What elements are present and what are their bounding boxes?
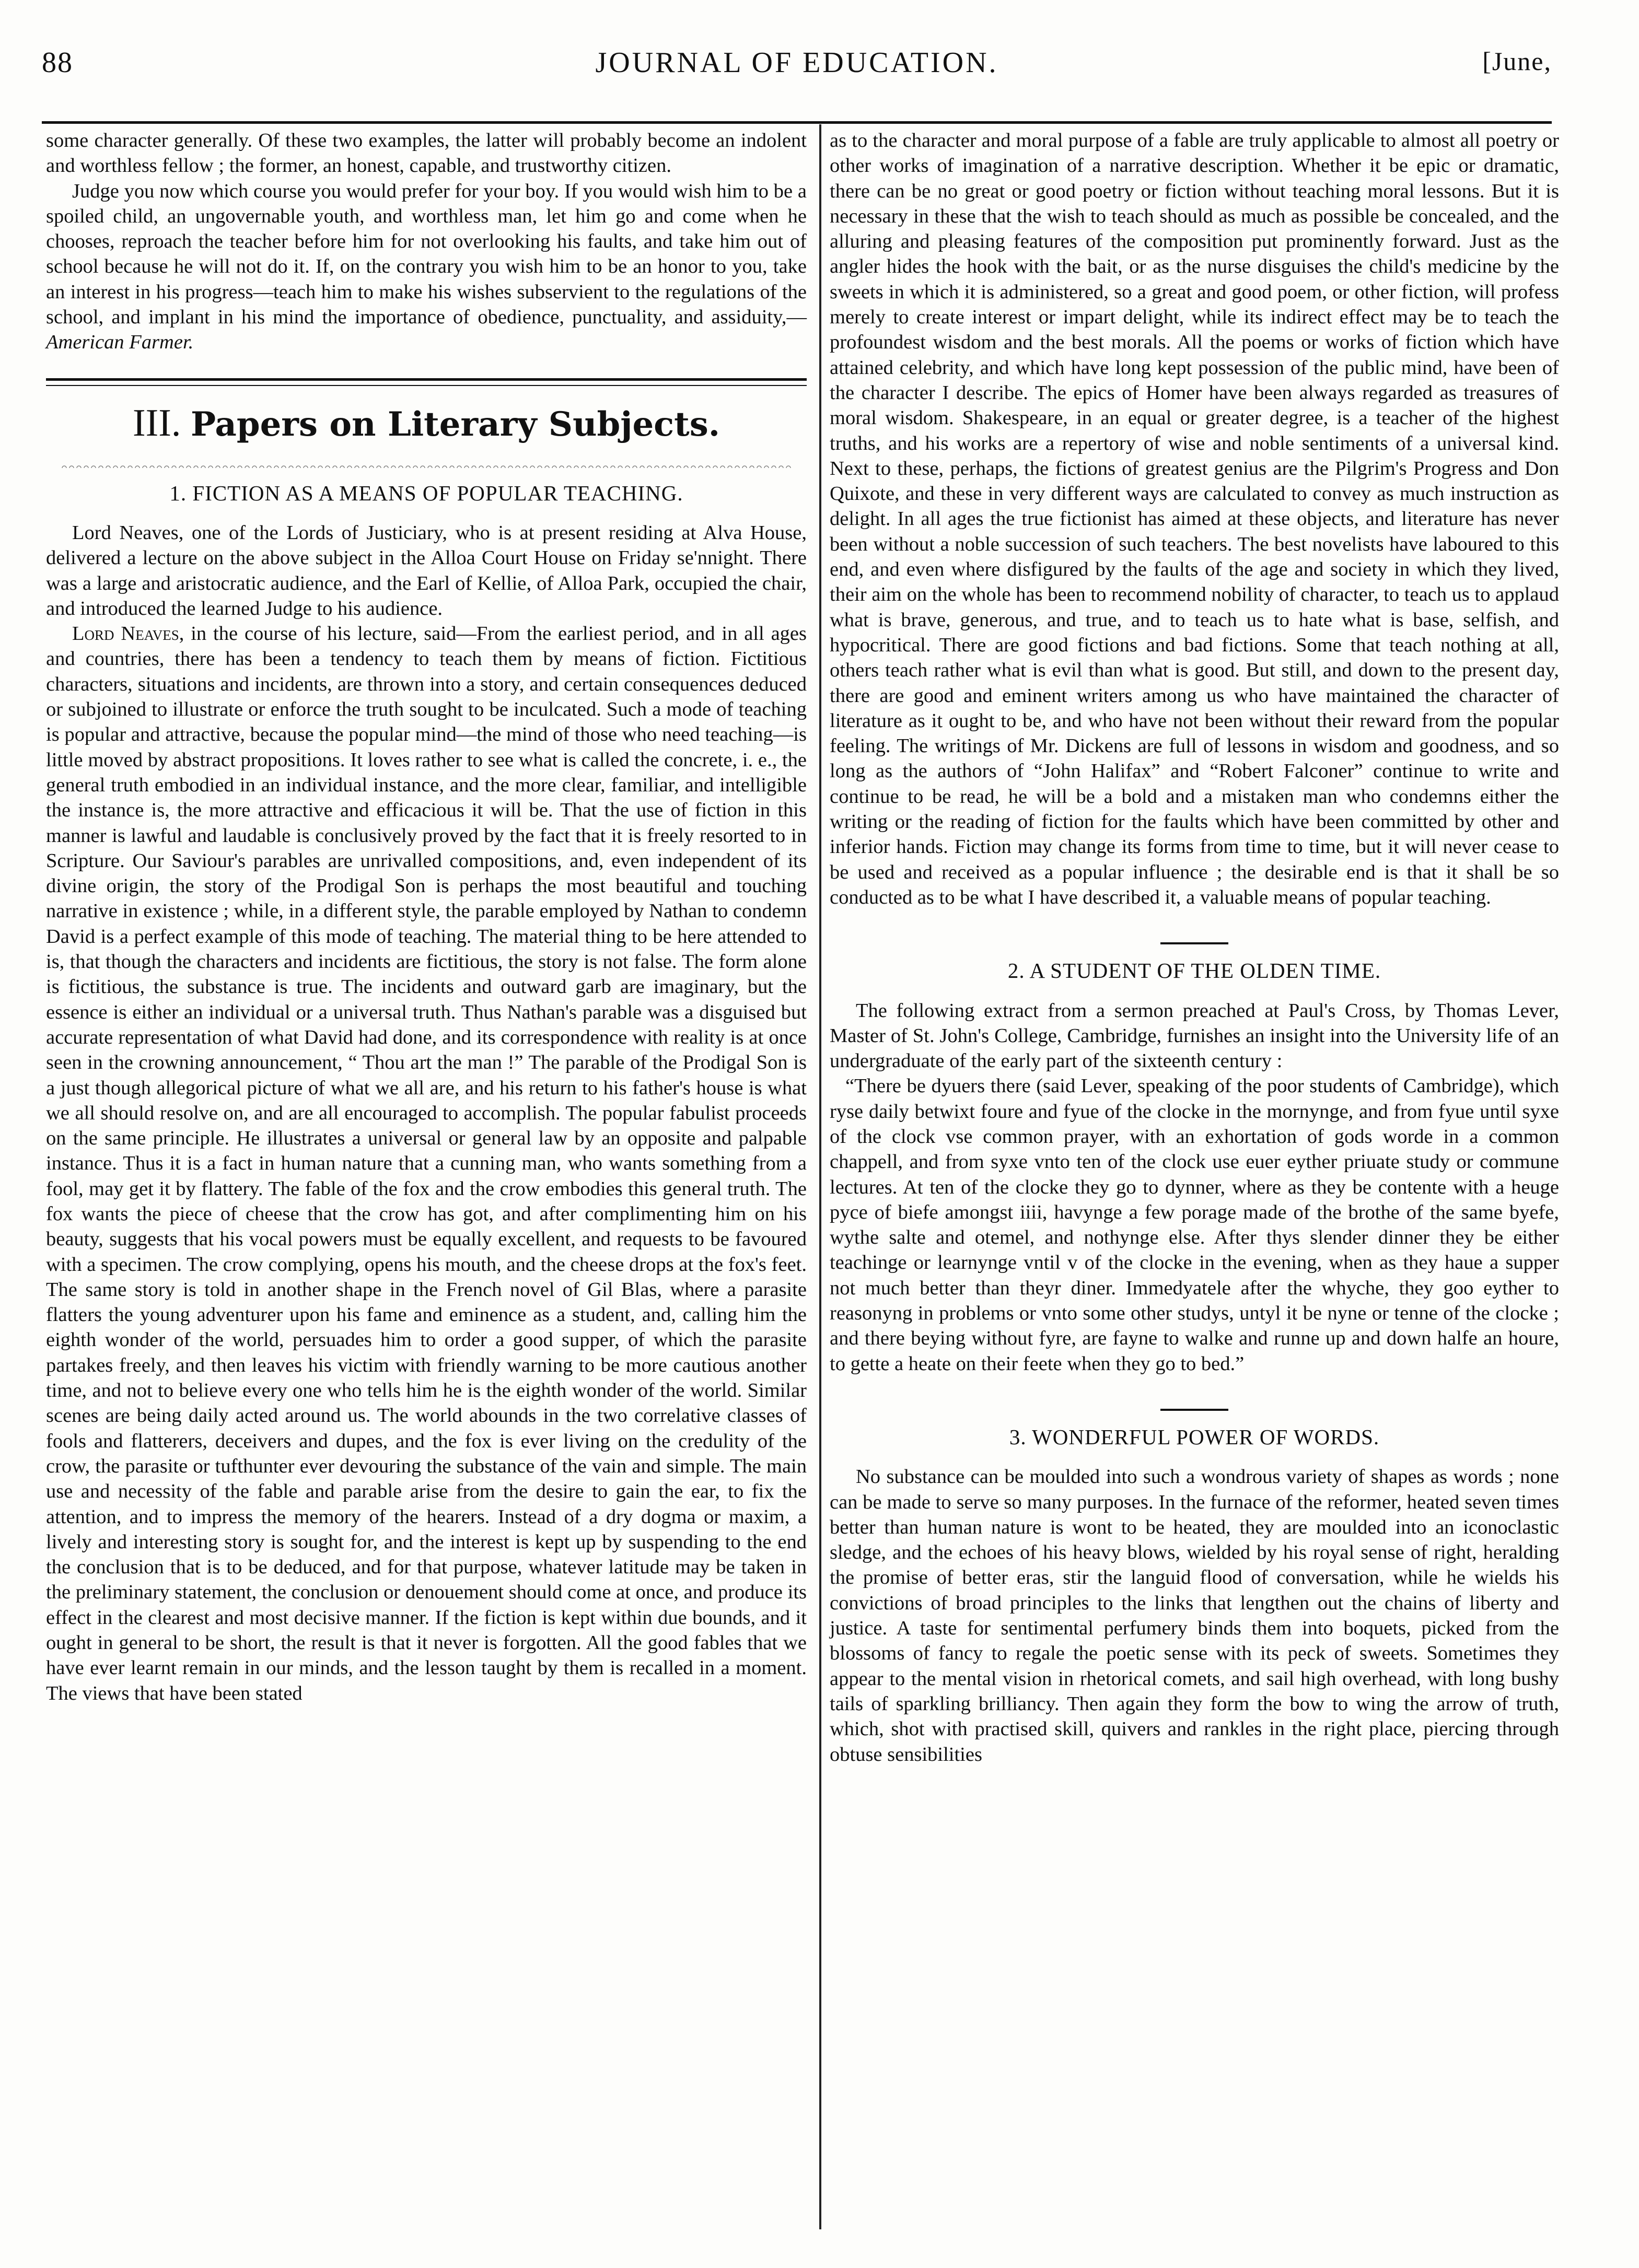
column-divider: [819, 124, 821, 2229]
intro-paragraph: [46, 179, 807, 355]
ornamental-rule: [61, 464, 792, 468]
section-rule: [1160, 942, 1228, 944]
page-number: 88: [42, 46, 73, 79]
section-paragraph: No substance can be moulded into such a wondrous variety of shapes as words ; none can be made to serve so many purposes. In the furnace of the reformer, heated seven times better than human nature is wont to be heated, they are moulded into an iconoclastic sledge, and the echoes of his heavy blows, wielded by his royal sense of right, heralding the promise of better eras, stir the languid flood of conversation, while he wields his convictions of broad principles to the links that lengthen out the chains of liberty and justice. A taste for sentimental perfumery binds them into boquets, picked from the blossoms of fancy to regale the poetic sense with its peck of sweets. Sometimes they appear to the mental vision in rhetorical comets, and sail high overhead, with long bushy tails of sparkling brilliancy. Then again they form the bow to wing the arrow of truth, which, shot with practised skill, quivers and rankles in the right place, piercing through obtuse sensibilities: [830, 1466, 1559, 1766]
section-paragraph: [46, 621, 807, 1706]
quoted-extract: “There be dyuers there (said Lever, speaking of the poor students of Cambridge), which ryse daily betwixt foure and fyue of the clocke in the mornynge, and from fyue until syxe of the clock vse common prayer, with an exhortation of gods worde in a common chappell, and from syxe vnto ten of the clock use euer eyther priuate study or commune lectures. At ten of the clocke they go to dynner, where as they be contente with a heuge pyce of biefe amongst iiii, havynge a few porage made of the brothe of the same byefe, wythe salte and otemel, and nothynge else. After thys slender dinner they be either teachinge or learnynge vntil v of the clocke in the evening, when as they haue a supper not much better than theyr diner. Immedyatele after the whyche, they goo eyther to reasonyng in problems or vnto some other studys, untyl it be nyne or tenne of the clocke ; and there beying without fyre, are fayne to walke and runne up and down halfe an houre, to gette a heate on their feete when they go to bed.”: [830, 1075, 1559, 1375]
header-rule: [42, 121, 1552, 124]
part-heading-block: [46, 378, 807, 468]
section-title: 2. A STUDENT OF THE OLDEN TIME.: [1007, 958, 1381, 983]
section-title: 1. FICTION AS A MEANS OF POPULAR TEACHING.: [169, 481, 683, 505]
left-column: [46, 128, 807, 1706]
part-title: Papers on Literary Subjects.: [190, 404, 720, 444]
running-header: [42, 46, 1552, 88]
part-heading: [46, 394, 807, 453]
speaker-name: Lord Neaves,: [72, 623, 184, 645]
right-column: [830, 128, 1559, 1767]
intro-source: American Farmer.: [46, 331, 194, 354]
section-paragraph: Lord Neaves, one of the Lords of Justiciary, who is at present residing at Alva House, delivered a lecture on the above subject in the Alloa Court House on Friday se'nnight. There was a large and aristocratic audience, and the Earl of Kellie, of Alloa Park, occupied the chair, and introduced the learned Judge to his audience.: [46, 521, 807, 619]
part-rule: [46, 385, 807, 386]
continued-paragraph: as to the character and moral purpose of a fable are truly applicable to almost all poetry or other works of imagination of a narrative description. Whether it be epic or dramatic, there can be no great or good poetry or fiction without teaching moral lessons. But it is necessary in these that the wish to teach should as much as possible be concealed, and the alluring and pleasing features of the composition put prominently forward. Just as the angler hides the hook with the bait, or as the nurse disguises the child's medicine by the sweets in which it is administered, so a great and good poem, or other fiction, will profess merely to create interest or impart delight, while its indirect effect may be to teach the profoundest wisdom and the best morals. All the poems or works of fiction which have attained celebrity, and which have long kept possession of the public mind, have been of the character I describe. The epics of Homer have been always regarded as treasures of moral wisdom. Shakespeare, in an equal or greater degree, is a teacher of the highest truths, and his works are a repertory of wise and noble sentiments of a universal kind. Next to these, perhaps, the fictions of greatest genius are the Pilgrim's Progress and Don Quixote, and these in very different ways are calculated to convey as much instruction as delight. In all ages the true fictionist has aimed at these objects, and literature has never been without a noble succession of such teachers. The best novelists have laboured to this end, and even where disfigured by the faults of the age and society in which they lived, their aim on the whole has been to recommend nobility of character, to teach us to applaud what is brave, generous, and true, and to teach us to hate what is base, selfish, and hypocritical. There are good fictions and bad fictions. Some that teach nothing at all, others teach rather what is evil than what is good. But still, and down to the present day, there are good and eminent writers among us who have maintained the character of literature as it ought to be, and who have not been without their reward from the popular feeling. The writings of Mr. Dickens are full of lessons in wisdom and goodness, and so long as the authors of “John Halifax” and “Robert Falconer” continue to write and continue to be read, he will be a bold and a mistaken man who condemns either the writing or the reading of fiction for the faults which have been committed by other and inferior hands. Fiction may change its forms from time to time, but it will never cease to be used and received as a popular influence ; the desirable end is that it shall be so conducted as to be what I have described it, a valuable means of popular teaching.: [830, 130, 1559, 908]
part-rule: [46, 378, 807, 381]
section-paragraph: The following extract from a sermon preached at Paul's Cross, by Thomas Lever, Master of St. John's College, Cambridge, furnishes an insight into the University life of an undergraduate of the early part of the sixteenth century :: [830, 999, 1559, 1072]
intro-text: Judge you now which course you would prefer for your boy. If you would wish him to be a spoiled child, an ungovernable youth, and worthless man, let him go and come when he chooses, reproach the teacher before him for not overlooking his faults, and take him out of school because he will not do it. If, on the contrary you wish him to be an honor to you, take an interest in his progress—teach him to make his wishes subservient to the regulations of the school, and implant in his mind the importance of obedience, punctuality, and assiduity,—: [46, 180, 807, 329]
section-rule: [1160, 1409, 1228, 1411]
paragraph-text: in the course of his lecture, said—From the earliest period, and in all ages and countries, there has been a tendency to teach them by means of fiction. Fictitious characters, situations and incidents, are thrown into a story, and certain consequences deduced or subjoined to illustrate or enforce the truth sought to be inculcated. Such a mode of teaching is popular and attractive, because the popular mind—the mind of those who need teaching—is little moved by abstract propositions. It loves rather to see what is called the concrete, i. e., the general truth embodied in an individual instance, and the more clear, familiar, and intelligible the instance is, the more attractive and efficacious it will be. That the use of fiction in this manner is lawful and laudable is conclusively proved by the fact that it is freely resorted to in Scripture. Our Saviour's parables are unrivalled compositions, and, even independent of its divine origin, the story of the Prodigal Son is perhaps the most beautiful and touching narrative in existence ; while, in a different style, the parable employed by Nathan to condemn David is a perfect example of this mode of teaching. The material thing to be here attended to is, that though the characters and incidents are fictitious, the story is not false. The form alone is fictitious, the substance is true. The incidents and outward garb are imaginary, but the essence is either an individual or a universal truth. Thus Nathan's parable was a disguised but accurate representation of what David had done, and its correspondence with reality is at once seen in the crowning announcement, “ Thou art the man !” The parable of the Prodigal Son is a just though allegorical picture of what we all are, and his return to his father's house is what we all should resolve on, and are all encouraged to accomplish. The popular fabulist proceeds on the same principle. He illustrates a universal or general law by an opposite and palpable instance. Thus it is a fact in human nature that a cunning man, who wants something from a fool, may get it by flattery. The fable of the fox and the crow embodies this general truth. The fox wants the piece of cheese that the crow has got, and after complimenting him on his beauty, suggests that his vocal powers must be equally excellent, and requests to be favoured with a specimen. The crow complying, opens his mouth, and the cheese drops at the fox's feet. The same story is told in another shape in the French novel of Gil Blas, where a parasite flatters the young adventurer upon his fame and eminence as a student, and, calling him the eighth wonder of the world, persuades him to order a good supper, of which the parasite partakes freely, and then leaves his victim with friendly warning to be more cautious another time, and not to believe every one who tells him he is the eighth wonder of the world. Similar scenes are being daily acted around us. The world abounds in the two correlative classes of fools and flatterers, deceivers and dupes, and the fox is ever living on the credulity of the crow, the parasite or tufthunter ever devouring the substance of the vain and simple. The main use and necessity of the fable and parable arise from the desire to gain the ear, to fix the attention, and to impress the memory of the hearers. Instead of a dry dogma or maxim, a lively and interesting story is sought for, and the interest is kept up by suspending to the end the conclusion that is to be deduced, and for that purpose, whatever latitude may be taken in the preliminary statement, the conclusion or denouement should come at once, and produce its effect in the clearest and most decisive manner. If the fiction is kept within due bounds, and it ought in general to be short, the result is that it never is forgotten. All the good fables that we have ever learnt remain in our minds, and the lesson taught by them is recalled in a moment. The views that have been stated: [46, 623, 807, 1704]
section-title: 3. WONDERFUL POWER OF WORDS.: [1009, 1424, 1380, 1449]
issue-month: [June,: [1482, 46, 1552, 76]
journal-title: JOURNAL OF EDUCATION.: [595, 46, 998, 79]
intro-paragraph: some character generally. Of these two examples, the latter will probably become an indolent and worthless fellow ; the former, an honest, capable, and trustworthy citizen.: [46, 130, 807, 177]
part-number: III.: [133, 401, 181, 445]
